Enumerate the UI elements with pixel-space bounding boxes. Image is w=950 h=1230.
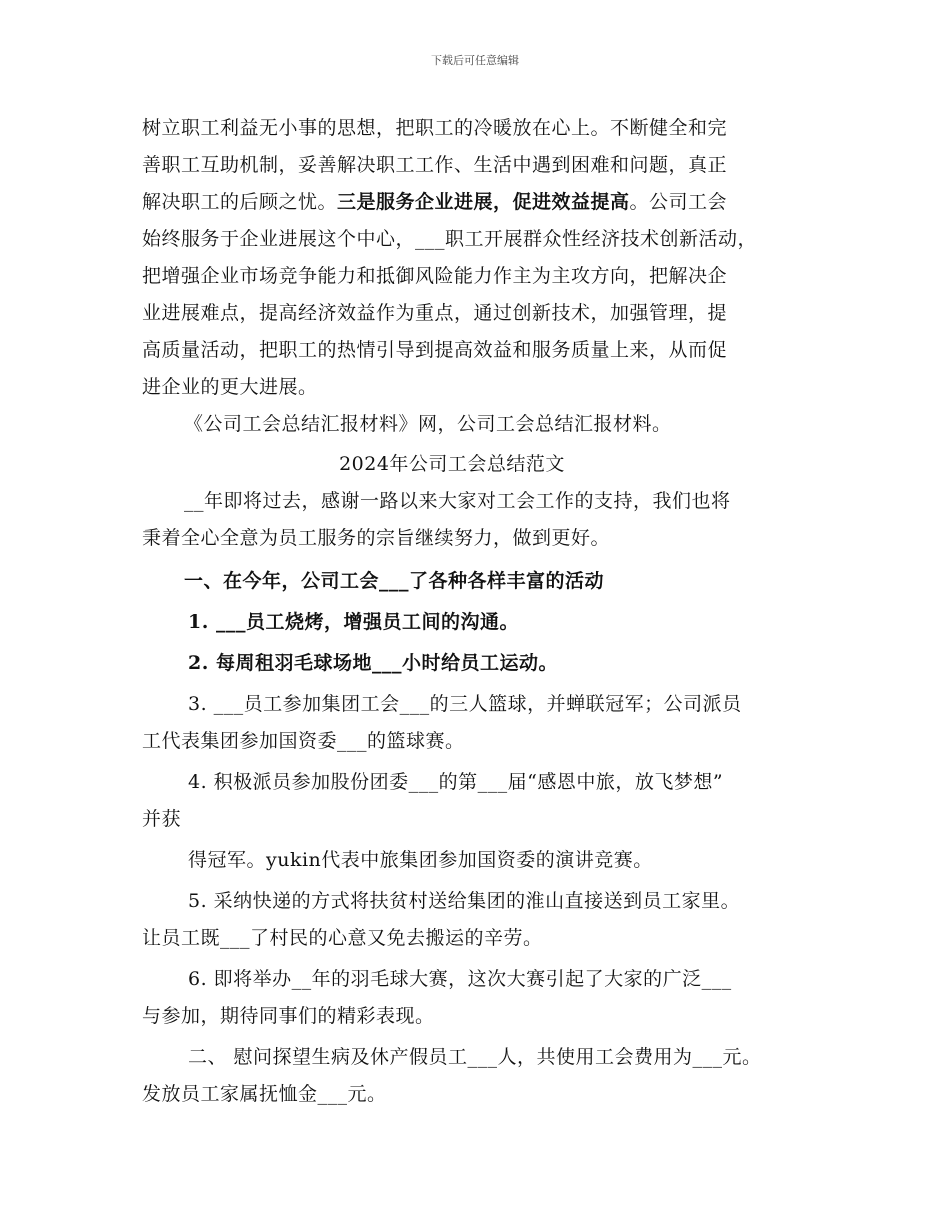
- paragraph-line: 发放员工家属抚恤金___元。: [142, 1083, 387, 1105]
- page-header-note: 下载后可任意编辑: [431, 54, 519, 67]
- paragraph-line: 把增强企业市场竞争能力和抵御风险能力作主为主攻方向，把解决企: [142, 265, 728, 287]
- paragraph-line: [142, 184, 822, 221]
- paragraph-line: 高质量活动，把职工的热情引导到提高效益和服务质量上来，从而促: [142, 339, 728, 361]
- paragraph-line: 让员工既___了村民的心意又免去搬运的辛劳。: [142, 927, 543, 949]
- section-heading: 二、 慰问探望生病及休产假员工___人，共使用工会费用为___元。: [188, 1046, 762, 1068]
- list-item: 1. ___员工烧烤，增强员工间的沟通。: [188, 611, 519, 633]
- paragraph-text: 解决职工的后顾之忧。: [142, 191, 338, 213]
- paragraph-line: 树立职工利益无小事的思想，把职工的冷暖放在心上。不断健全和完: [142, 117, 728, 139]
- bold-heading-text: 三是服务企业进展，促进效益提高: [337, 191, 630, 213]
- paragraph-line: 业进展难点，提高经济效益作为重点，通过创新技术，加强管理，提: [142, 302, 728, 324]
- paragraph-line: 秉着全心全意为员工服务的宗旨继续努力，做到更好。: [142, 527, 611, 549]
- section-heading: 一、在今年，公司工会___了各种各样丰富的活动: [184, 570, 605, 592]
- paragraph-text: 。公司工会: [629, 191, 728, 213]
- document-body: [142, 110, 822, 1113]
- list-item: 2. 每周租羽毛球场地___小时给员工运动。: [188, 652, 558, 674]
- source-note: 《公司工会总结汇报材料》网，公司工会总结汇报材料。: [184, 413, 672, 435]
- list-item: 3. ___员工参加集团工会___的三人篮球，并蝉联冠军；公司派员: [188, 693, 742, 715]
- paragraph-line: 并获: [142, 808, 182, 830]
- list-item: 5. 采纳快递的方式将扶贫村送给集团的淮山直接送到员工家里。: [188, 890, 741, 912]
- paragraph-line: 始终服务于企业进展这个中心，___职工开展群众性经济技术创新活动，: [142, 228, 758, 250]
- document-title: 2024年公司工会总结范文: [339, 453, 565, 475]
- paragraph-line: 善职工互助机制，妥善解决职工工作、生活中遇到困难和问题，真正: [142, 154, 728, 176]
- paragraph-line: 与参加，期待同事们的精彩表现。: [142, 1005, 435, 1027]
- list-item: 4. 积极派员参加股份团委___的第___届“感恩中旅，放飞梦想”: [188, 771, 724, 793]
- paragraph-line: 进企业的更大进展。: [142, 376, 318, 398]
- paragraph-line: __年即将过去，感谢一路以来大家对工会工作的支持，我们也将: [184, 490, 731, 512]
- paragraph-line: 工代表集团参加国资委___的篮球赛。: [142, 730, 465, 752]
- paragraph-line: 得冠军。yukin代表中旅集团参加国资委的演讲竞赛。: [188, 849, 653, 871]
- list-item: 6. 即将举办__年的羽毛球大赛，这次大赛引起了大家的广泛___: [188, 968, 732, 990]
